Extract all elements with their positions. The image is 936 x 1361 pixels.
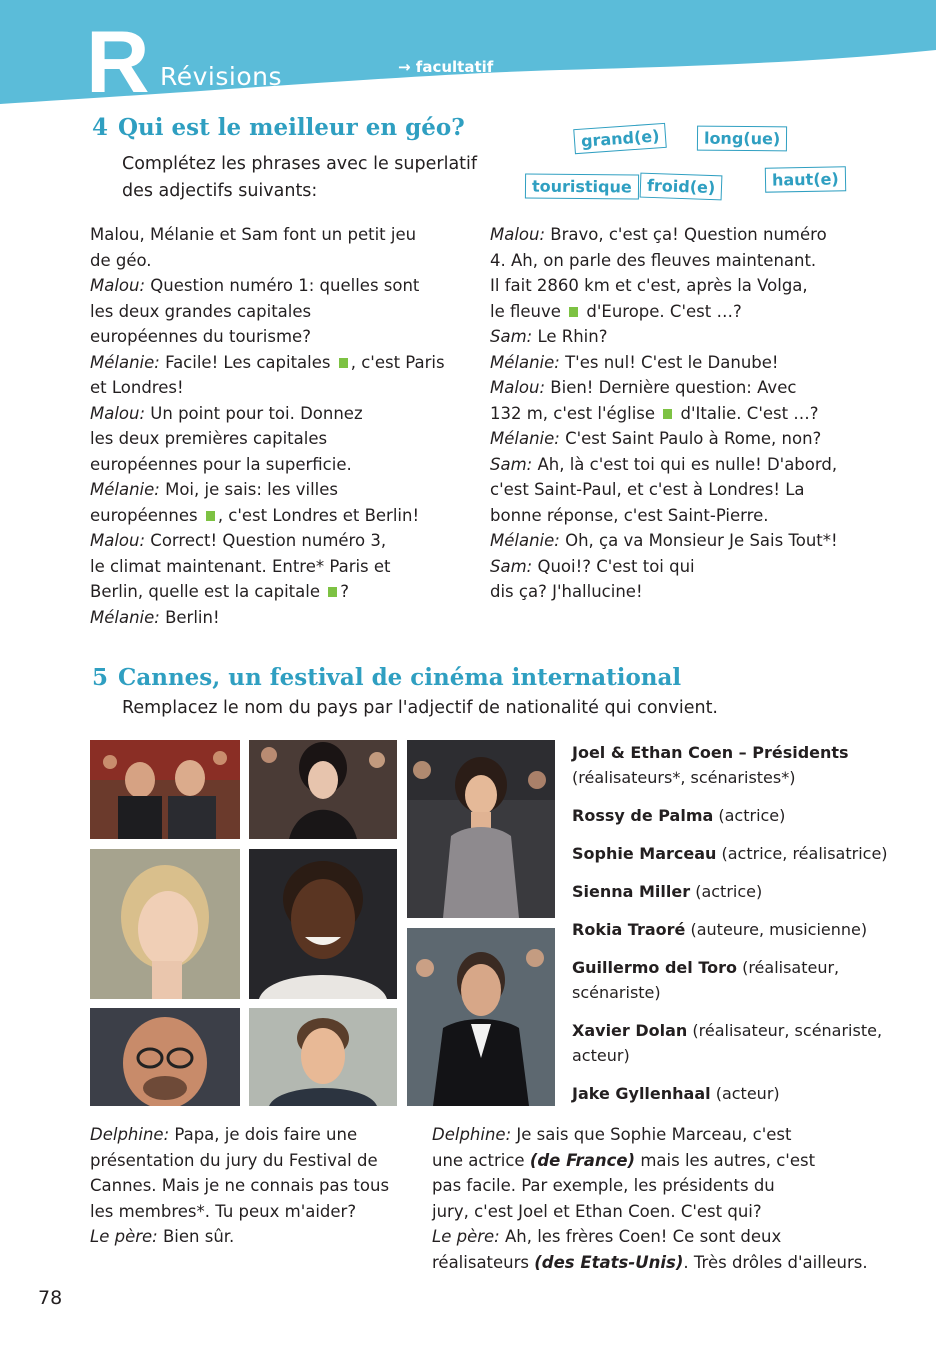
speaker-name: Delphine: bbox=[432, 1125, 512, 1144]
speaker-name: Sam: bbox=[490, 327, 533, 346]
dialog-text: Papa, je dois faire une bbox=[169, 1125, 358, 1144]
optional-label: → facultatif bbox=[398, 58, 494, 76]
section-letter: R bbox=[86, 12, 150, 111]
photo-coen-brothers bbox=[90, 740, 240, 839]
dialog-text: Oh, ça va Monsieur Je Sais Tout*! bbox=[559, 531, 838, 550]
word-box-touristique: touristique bbox=[525, 174, 639, 200]
jury-name: Rossy de Palma bbox=[572, 806, 714, 825]
dialog-line bbox=[432, 1148, 868, 1174]
photo-sienna-miller bbox=[90, 849, 240, 999]
blank-marker bbox=[206, 511, 215, 521]
jury-role: (actrice, réalisatrice) bbox=[716, 844, 888, 863]
exercise-4-instruction bbox=[122, 151, 477, 205]
dialog-line: 4. Ah, on parle des fleuves maintenant. bbox=[490, 250, 817, 270]
dialog-text: Le Rhin? bbox=[532, 327, 608, 346]
jury-name: Rokia Traoré bbox=[572, 920, 686, 939]
word-box-froid: froid(e) bbox=[640, 173, 723, 201]
exercise-title: Qui est le meilleur en géo? bbox=[118, 114, 465, 141]
dialog-text: d'Italie. C'est …? bbox=[675, 403, 819, 423]
jury-list bbox=[572, 740, 902, 1119]
page-number: 78 bbox=[38, 1287, 63, 1309]
dialog-line bbox=[90, 401, 445, 427]
exercise-number: 5 bbox=[92, 664, 109, 691]
jury-member bbox=[572, 1081, 902, 1106]
instruction-line: des adjectifs suivants: bbox=[122, 181, 318, 201]
dialog-text: une actrice bbox=[432, 1150, 530, 1170]
jury-name: Jake Gyllenhaal bbox=[572, 1084, 711, 1103]
dialog-line bbox=[490, 401, 838, 427]
dialog-line: européennes du tourisme? bbox=[90, 327, 311, 346]
jury-role: (réalisateur, bbox=[736, 958, 840, 977]
dialog-text: C'est Saint Paulo à Rome, non? bbox=[559, 429, 822, 448]
speaker-name: Mélanie: bbox=[490, 352, 560, 372]
dialog-line: de géo. bbox=[90, 250, 152, 270]
dialog-line: européennes pour la superficie. bbox=[90, 454, 352, 474]
dialog-text: Un point pour toi. Donnez bbox=[145, 403, 363, 423]
dialog-line bbox=[90, 528, 445, 554]
jury-member bbox=[572, 803, 902, 828]
dialog-line: Malou, Mélanie et Sam font un petit jeu bbox=[90, 225, 417, 244]
jury-role: (acteur) bbox=[710, 1084, 780, 1103]
dialog-line bbox=[90, 273, 445, 299]
dialog-text: Bravo, c'est ça! Question numéro bbox=[545, 225, 827, 244]
dialog-line: dis ça? J'hallucine! bbox=[490, 582, 643, 601]
photo-jake-gyllenhaal bbox=[407, 928, 555, 1106]
photo-sophie-marceau bbox=[407, 740, 555, 918]
dialog-text: Ah, là c'est toi qui es nulle! D'abord, bbox=[532, 454, 838, 474]
jury-role: (actrice) bbox=[690, 882, 763, 901]
word-box-long: long(ue) bbox=[697, 126, 787, 152]
dialog-line: Il fait 2860 km et c'est, après la Volga, bbox=[490, 276, 808, 295]
exercise-5-dialog-left bbox=[90, 1122, 389, 1250]
jury-member bbox=[572, 955, 902, 1005]
jury-member bbox=[572, 740, 902, 790]
dialog-text: mais les autres, c'est bbox=[635, 1150, 816, 1170]
dialog-line bbox=[90, 1122, 389, 1148]
dialog-text: Berlin! bbox=[159, 607, 220, 627]
dialog-line: c'est Saint-Paul, et c'est à Londres! La bbox=[490, 480, 805, 499]
dialog-line bbox=[90, 477, 445, 503]
dialog-text: , c'est Paris bbox=[350, 352, 445, 372]
exercise-4-heading bbox=[92, 114, 465, 141]
dialog-line bbox=[432, 1224, 868, 1250]
speaker-name: Mélanie: bbox=[490, 429, 560, 448]
speaker-name: Mélanie: bbox=[90, 480, 160, 499]
speaker-name: Sam: bbox=[490, 454, 533, 474]
dialog-text: Je sais que Sophie Marceau, c'est bbox=[511, 1125, 792, 1144]
jury-name: Sienna Miller bbox=[572, 882, 691, 901]
dialog-line bbox=[90, 605, 445, 631]
dialog-text: Quoi!? C'est toi qui bbox=[532, 556, 695, 576]
jury-role: (réalisateur, scénariste, bbox=[687, 1021, 883, 1040]
speaker-name: Malou: bbox=[490, 378, 546, 397]
speaker-name: Mélanie: bbox=[490, 531, 560, 550]
exercise-4-dialog-left bbox=[90, 222, 445, 630]
exercise-4-dialog-right bbox=[490, 222, 838, 605]
jury-role: (auteure, musicienne) bbox=[685, 920, 868, 939]
dialog-line bbox=[490, 554, 838, 580]
dialog-text: T'es nul! C'est le Danube! bbox=[559, 352, 779, 372]
jury-name: Sophie Marceau bbox=[572, 844, 717, 863]
jury-member bbox=[572, 879, 902, 904]
dialog-line: le climat maintenant. Entre* Paris et bbox=[90, 556, 391, 576]
dialog-line: les deux premières capitales bbox=[90, 429, 328, 448]
dialog-line bbox=[90, 503, 445, 529]
dialog-text: d'Europe. C'est …? bbox=[581, 301, 742, 321]
dialog-line bbox=[490, 350, 838, 376]
speaker-name: Le père: bbox=[432, 1227, 500, 1246]
speaker-name: Malou: bbox=[490, 225, 546, 244]
blank-marker bbox=[663, 409, 672, 419]
dialog-line: présentation du jury du Festival de bbox=[90, 1150, 378, 1170]
dialog-text: européennes bbox=[90, 505, 203, 525]
jury-role: scénariste) bbox=[572, 983, 661, 1002]
country-prompt: (des Etats-Unis) bbox=[534, 1252, 684, 1272]
dialog-line: Cannes. Mais je ne connais pas tous bbox=[90, 1176, 390, 1195]
speaker-name: Delphine: bbox=[90, 1125, 170, 1144]
dialog-text: Question numéro 1: quelles sont bbox=[145, 276, 420, 295]
speaker-name: Malou: bbox=[90, 276, 146, 295]
exercise-5-heading bbox=[92, 664, 681, 691]
photo-rokia-traore bbox=[249, 849, 397, 999]
dialog-line: bonne réponse, c'est Saint-Pierre. bbox=[490, 505, 769, 525]
speaker-name: Le père: bbox=[90, 1227, 158, 1246]
dialog-line bbox=[490, 528, 838, 554]
blank-marker bbox=[569, 307, 578, 317]
dialog-line bbox=[90, 579, 445, 605]
dialog-line bbox=[90, 350, 445, 376]
blank-marker bbox=[328, 587, 337, 597]
speaker-name: Malou: bbox=[90, 531, 146, 550]
dialog-line bbox=[432, 1250, 868, 1276]
jury-role: acteur) bbox=[572, 1046, 630, 1065]
instruction-line: Complétez les phrases avec le superlatif bbox=[122, 154, 478, 174]
exercise-title: Cannes, un festival de cinéma international bbox=[118, 664, 682, 691]
dialog-text: Bien! Dernière question: Avec bbox=[545, 378, 797, 397]
jury-name: Xavier Dolan bbox=[572, 1021, 688, 1040]
dialog-text: Facile! Les capitales bbox=[159, 352, 336, 372]
dialog-line: pas facile. Par exemple, les présidents du bbox=[432, 1176, 775, 1195]
dialog-text: ? bbox=[340, 582, 349, 601]
exercise-5-instruction: Remplacez le nom du pays par l'adjectif de nationalité qui convient. bbox=[122, 698, 718, 718]
dialog-line bbox=[90, 1224, 389, 1250]
exercise-number: 4 bbox=[92, 114, 109, 141]
country-prompt: (de France) bbox=[529, 1150, 636, 1170]
jury-role: (actrice) bbox=[713, 806, 786, 825]
jury-member bbox=[572, 917, 902, 942]
dialog-line bbox=[432, 1122, 868, 1148]
dialog-line: et Londres! bbox=[90, 378, 184, 397]
speaker-name: Mélanie: bbox=[90, 607, 160, 627]
photo-rossy-de-palma bbox=[249, 740, 397, 839]
dialog-text: réalisateurs bbox=[432, 1252, 535, 1272]
exercise-5-dialog-right bbox=[432, 1122, 868, 1275]
photo-xavier-dolan bbox=[249, 1008, 397, 1106]
dialog-text: le fleuve bbox=[490, 301, 567, 321]
word-box-grand: grand(e) bbox=[573, 123, 667, 154]
dialog-line bbox=[490, 299, 838, 325]
jury-name: Guillermo del Toro bbox=[572, 958, 737, 977]
jury-member bbox=[572, 841, 902, 866]
dialog-text: Ah, les frères Coen! Ce sont deux bbox=[499, 1227, 782, 1246]
dialog-text: Bien sûr. bbox=[157, 1227, 235, 1246]
dialog-line bbox=[490, 324, 838, 350]
dialog-text: Correct! Question numéro 3, bbox=[145, 531, 387, 550]
speaker-name: Sam: bbox=[490, 556, 533, 576]
dialog-text: 132 m, c'est l'église bbox=[490, 403, 661, 423]
jury-member bbox=[572, 1018, 902, 1068]
dialog-text: Moi, je sais: les villes bbox=[159, 480, 339, 499]
dialog-line bbox=[490, 375, 838, 401]
word-box-haut: haut(e) bbox=[765, 166, 846, 192]
dialog-line: les deux grandes capitales bbox=[90, 301, 312, 321]
dialog-line bbox=[490, 426, 838, 452]
dialog-text: . Très drôles d'ailleurs. bbox=[683, 1252, 868, 1272]
dialog-line: les membres*. Tu peux m'aider? bbox=[90, 1201, 357, 1221]
dialog-line bbox=[490, 222, 838, 248]
jury-name: Joel & Ethan Coen – Présidents bbox=[572, 743, 849, 762]
blank-marker bbox=[339, 358, 348, 368]
speaker-name: Mélanie: bbox=[90, 352, 160, 372]
jury-role: (réalisateurs*, scénaristes*) bbox=[572, 768, 796, 787]
section-title: Révisions bbox=[160, 62, 283, 91]
speaker-name: Malou: bbox=[90, 403, 146, 423]
dialog-text: Berlin, quelle est la capitale bbox=[90, 582, 326, 601]
photo-guillermo-del-toro bbox=[90, 1008, 240, 1106]
dialog-line: jury, c'est Joel et Ethan Coen. C'est qui? bbox=[432, 1201, 762, 1221]
dialog-line bbox=[490, 452, 838, 478]
dialog-text: , c'est Londres et Berlin! bbox=[217, 505, 420, 525]
